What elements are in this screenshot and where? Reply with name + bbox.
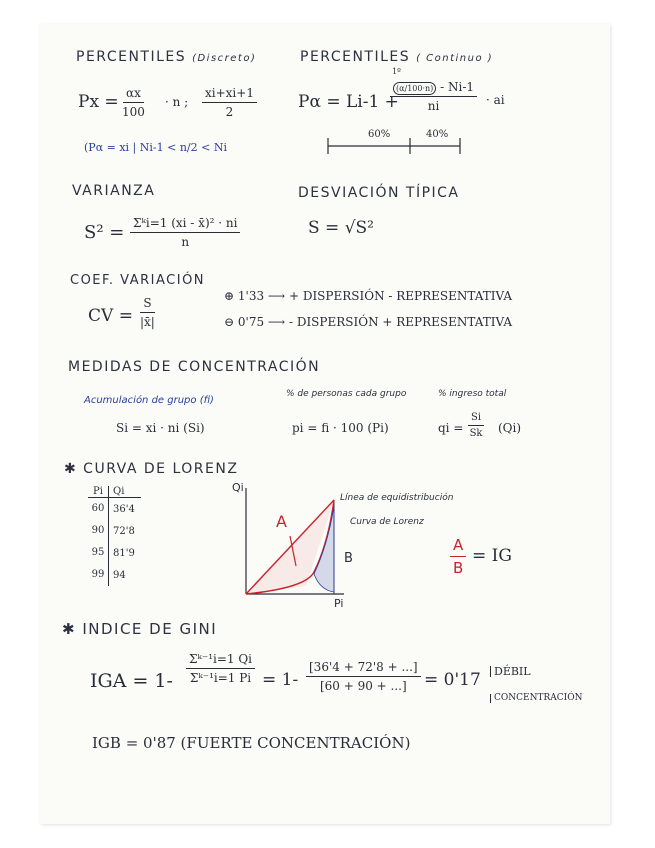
- lorenz-label-a: A: [276, 512, 287, 531]
- notes-page: [40, 24, 610, 824]
- gini-title: ✱ INDICE DE GINI: [62, 620, 218, 638]
- lorenz-table: [88, 486, 141, 586]
- coef-variacion-title: COEF. VARIACIÓN: [70, 273, 206, 288]
- lorenz-curve-label: Curva de Lorenz: [350, 517, 424, 527]
- lorenz-diagram: [236, 484, 356, 604]
- varianza-lhs: S² =: [84, 222, 125, 243]
- cv-lhs: CV =: [88, 306, 133, 326]
- desviacion-title: DESVIACIÓN TÍPICA: [298, 185, 460, 201]
- lorenz-title: ✱ CURVA DE LORENZ: [64, 461, 239, 477]
- lorenz-axis-y-label: Qi: [232, 481, 244, 494]
- cv-row-minus: ⊖ 0'75 ⟶ - DISPERSIÓN + REPRESENTATIVA: [224, 315, 513, 329]
- lorenz-table-header: [88, 486, 141, 498]
- percentile-discrete-mult: · n ;: [165, 95, 189, 109]
- percent-split-40: 40%: [426, 129, 449, 140]
- concentracion-col2-formula: pi = fi · 100 (Pi): [292, 421, 389, 435]
- gini-fraction-1: $\frac{\text{Σᵏ⁻¹i=1 Qi}}{\text{Σᵏ⁻¹i=1 Pi}}$: [186, 652, 255, 685]
- percentile-discrete-condition: (Pα = xi | Ni-1 < n/2 < Ni: [84, 141, 227, 154]
- percentiles-continuous-title: PERCENTILES ( Continuo ): [300, 49, 494, 65]
- concentracion-col1-formula: Si = xi · ni (Si): [116, 421, 205, 435]
- lorenz-header-p: Pi: [88, 486, 109, 497]
- cv-row-plus: ⊕ 1'33 ⟶ + DISPERSIÓN - REPRESENTATIVA: [224, 289, 513, 303]
- gini-mid: = 1-: [262, 670, 299, 690]
- varianza-title: VARIANZA: [72, 183, 156, 199]
- percentile-continuous-exp: 1º: [392, 67, 401, 76]
- percent-split-60: 60%: [368, 129, 391, 140]
- cv-fraction: $\frac{S}{|x̄|}$: [140, 296, 155, 329]
- percentile-discrete-fraction: $\frac{\alpha x}{100}$: [122, 86, 145, 119]
- gini-fraction-2: $\frac{[36'4 + 72'8 + ...]}{[60 + 90 + ...]}$: [306, 660, 421, 693]
- equidistribution-label: Línea de equidistribución: [340, 493, 454, 503]
- gini-a-lhs: IGA = 1-: [90, 670, 173, 692]
- table-row: 90 72'8: [88, 520, 141, 542]
- lorenz-axis-x-label: Pi: [334, 597, 344, 610]
- gini-note-1: DÉBIL: [490, 666, 531, 677]
- concentracion-col3-fraction: $\frac{Si}{Sk}$: [469, 412, 483, 439]
- lorenz-ratio-result: = IG: [472, 546, 512, 566]
- percentile-continuous-tail: · ai: [486, 93, 505, 107]
- concentracion-title: MEDIDAS DE CONCENTRACIÓN: [68, 359, 321, 375]
- desviacion-formula: S = √S²: [308, 218, 374, 238]
- concentracion-col3-label: % ingreso total: [438, 389, 507, 399]
- gini-b-line: IGB = 0'87 (FUERTE CONCENTRACIÓN): [92, 734, 411, 752]
- percentiles-discrete-title: PERCENTILES (Discreto): [76, 49, 257, 65]
- concentracion-col3-lhs: qi =: [438, 421, 464, 435]
- concentracion-col2-label: % de personas cada grupo: [286, 389, 407, 399]
- concentracion-col1-label: Acumulación de grupo (fi): [84, 395, 214, 406]
- gini-result: = 0'17: [424, 670, 481, 690]
- concentracion-col3-tail: (Qi): [498, 421, 522, 435]
- table-row: 60 36'4: [88, 498, 141, 520]
- percentile-discrete-fraction-2: $\frac{xi+xi+1}{2}$: [202, 86, 257, 119]
- percentile-continuous-fraction: $\frac{(\alpha/100\cdot n) - Ni-1}{ni}$: [390, 80, 477, 113]
- gini-note-2: CONCENTRACIÓN: [490, 694, 582, 703]
- table-row: 99 94: [88, 564, 141, 586]
- percentile-continuous-lhs: Pα = Li-1 +: [298, 92, 399, 112]
- lorenz-ratio-fraction: $\frac{A}{B}$: [450, 536, 466, 577]
- lorenz-header-q: Qi: [113, 486, 125, 497]
- varianza-fraction: Σᵏi=1 (xi - x̄)² · ni n: [130, 216, 240, 249]
- lorenz-label-b: B: [344, 551, 353, 566]
- table-row: 95 81'9: [88, 542, 141, 564]
- percentile-discrete-lhs: Px =: [78, 92, 119, 112]
